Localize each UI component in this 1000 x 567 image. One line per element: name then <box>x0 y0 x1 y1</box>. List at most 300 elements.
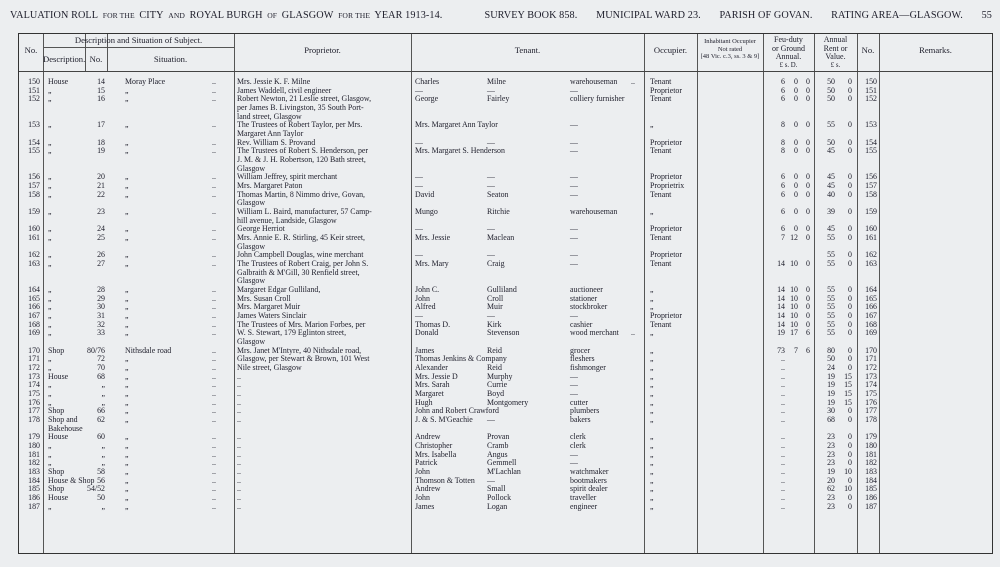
cell-t3: bootmakers <box>570 475 607 485</box>
title-part: VALUATION ROLL <box>10 9 99 21</box>
inhab-line: [48 Vic. c.3, ss. 3 & 9] <box>700 53 760 60</box>
cell-t3: clerk <box>570 441 586 451</box>
cell-f1: 8 <box>781 137 785 147</box>
cell-t1: Donald <box>415 328 439 338</box>
table-row <box>19 276 994 285</box>
cell-f1: 14 <box>777 259 785 269</box>
cell-no3: 187 <box>865 501 877 511</box>
cell-num: 28 <box>97 285 105 295</box>
cell-t3: — <box>570 224 578 234</box>
cell-t1: Andrew <box>415 484 441 494</box>
cell-a1: 23 <box>827 501 835 511</box>
cell-f3: 0 <box>806 181 810 191</box>
cell-f1: 14 <box>777 285 785 295</box>
cell-no: 171 <box>28 354 40 364</box>
cell-dots: .. <box>212 77 216 86</box>
cell-prop: Glasgow <box>237 198 266 208</box>
cell-num: 72 <box>97 354 105 364</box>
feu-line: or Ground <box>771 43 806 53</box>
cell-num: 68 <box>97 371 105 381</box>
cell-desc: „ <box>48 146 52 156</box>
cell-prop: .. <box>237 432 241 442</box>
cell-occ: „ <box>650 380 654 390</box>
cell-no: 159 <box>28 207 40 217</box>
table-row <box>19 502 994 511</box>
cell-prop: James Waddell, civil engineer <box>237 85 332 95</box>
cell-dots: .. <box>212 302 216 312</box>
table-row <box>19 354 994 363</box>
cell-sit: „ <box>125 475 129 485</box>
cell-t3: wood merchant <box>570 328 619 338</box>
cell-prop: Rev. William S. Provand <box>237 137 316 147</box>
col-no-header: No. <box>24 45 38 55</box>
cell-tdots: .. <box>631 328 635 338</box>
cell-prop: .. <box>237 371 241 381</box>
table-row <box>19 224 994 233</box>
cell-a2: 15 <box>844 380 852 390</box>
cell-dots: .. <box>212 137 216 147</box>
cell-prop: Glasgow <box>237 337 266 347</box>
cell-sit: „ <box>125 85 129 95</box>
cell-dots: .. <box>212 285 216 295</box>
cell-sit: „ <box>125 449 129 459</box>
cell-no: 174 <box>28 380 40 390</box>
cell-a2: 0 <box>848 233 852 243</box>
cell-sit: „ <box>125 94 129 104</box>
cell-sit: „ <box>125 380 129 390</box>
cell-f2: 0 <box>794 224 798 234</box>
cell-occ: „ <box>650 484 654 494</box>
cell-a2: 0 <box>848 441 852 451</box>
cell-a2: 0 <box>848 328 852 338</box>
cell-f1: 14 <box>777 293 785 303</box>
cell-desc: House <box>48 77 69 86</box>
cell-a2: 0 <box>848 94 852 104</box>
cell-prop: .. <box>237 406 241 416</box>
cell-no: 180 <box>28 441 40 451</box>
cell-f2: 7 <box>794 345 798 355</box>
cell-a2: 10 <box>844 484 852 494</box>
cell-f1: 8 <box>781 120 785 130</box>
cell-dots: .. <box>212 397 216 407</box>
cell-dots: .. <box>212 94 216 104</box>
cell-t3: cutter <box>570 397 588 407</box>
cell-f2: 0 <box>794 207 798 217</box>
cell-no: 173 <box>28 371 40 381</box>
cell-desc: „ <box>48 207 52 217</box>
table-row <box>19 380 994 389</box>
cell-t3: grocer <box>570 345 591 355</box>
cell-f1: .. <box>781 432 785 442</box>
table-row <box>19 164 994 173</box>
cell-prop: .. <box>237 397 241 407</box>
cell-prop: William L. Baird, manufacturer, 57 Camp- <box>237 207 372 217</box>
cell-a1: 23 <box>827 449 835 459</box>
table-row <box>19 424 994 433</box>
cell-occ: Tenant <box>650 233 672 243</box>
cell-dots: .. <box>212 172 216 182</box>
cell-dots: .. <box>212 449 216 459</box>
cell-a1: 68 <box>827 415 835 425</box>
cell-t2: M'Lachlan <box>487 467 521 477</box>
cell-t3: stationer <box>570 293 598 303</box>
cell-t3: — <box>570 189 578 199</box>
cell-t2: Logan <box>487 501 508 511</box>
cell-t2: Reid <box>487 363 502 373</box>
cell-prop: hill avenue, Landside, Glasgow <box>237 215 337 225</box>
cell-sit: „ <box>125 406 129 416</box>
cell-sit: „ <box>125 389 129 399</box>
cell-a1: 30 <box>827 406 835 416</box>
cell-t3: traveller <box>570 493 597 503</box>
table-row <box>19 458 994 467</box>
cell-desc: House <box>48 493 69 503</box>
cell-a1: 19 <box>827 389 835 399</box>
cell-t2: Murphy <box>487 371 513 381</box>
cell-a2: 0 <box>848 501 852 511</box>
cell-a2: 0 <box>848 458 852 468</box>
cell-t3: — <box>570 146 578 156</box>
cell-t3: — <box>570 181 578 191</box>
cell-t2: Seaton <box>487 189 509 199</box>
cell-dots: .. <box>212 224 216 234</box>
cell-no3: 154 <box>865 137 877 147</box>
cell-desc: Shop <box>48 406 65 416</box>
cell-t2: Montgomery <box>487 397 529 407</box>
title-part: GLASGOW <box>281 9 334 21</box>
cell-num: 22 <box>97 189 105 199</box>
cell-sit: „ <box>125 233 129 243</box>
cell-no: 187 <box>28 501 40 511</box>
cell-occ: „ <box>650 302 654 312</box>
cell-no: 179 <box>28 432 40 442</box>
cell-prop: Mrs. Janet M'Intyre, 40 Nithsdale road, <box>237 345 362 355</box>
annual-units: £ s. <box>830 61 841 69</box>
cell-sit: „ <box>125 484 129 494</box>
cell-f2: 0 <box>794 85 798 95</box>
cell-a1: 55 <box>827 285 835 295</box>
cell-t1: Mrs. Margaret S. Henderson <box>415 146 505 156</box>
cell-num: 24 <box>97 224 105 234</box>
cell-a2: 0 <box>848 319 852 329</box>
cell-prop: .. <box>237 389 241 399</box>
cell-sit: „ <box>125 137 129 147</box>
cell-sit: „ <box>125 207 129 217</box>
cell-sit: „ <box>125 397 129 407</box>
cell-no: 162 <box>28 250 40 260</box>
cell-num: 21 <box>97 181 105 191</box>
cell-a1: 50 <box>827 94 835 104</box>
cell-num: 29 <box>97 293 105 303</box>
cell-prop: Mrs. Jessie K. F. Milne <box>237 77 311 86</box>
cell-no: 184 <box>28 475 40 485</box>
cell-f1: 6 <box>781 224 785 234</box>
cell-prop: per James B. Livingston, 35 South Port- <box>237 103 364 112</box>
table-row <box>19 398 994 407</box>
cell-desc: „ <box>48 250 52 260</box>
cell-num: „ <box>101 501 105 511</box>
cell-t3: fleshers <box>570 354 595 364</box>
table-row <box>19 94 994 103</box>
cell-occ: Proprietor <box>650 311 682 321</box>
cell-f1: .. <box>781 493 785 503</box>
cell-dots: .. <box>212 458 216 468</box>
inhab-line: Inhabitant Occupier <box>704 38 756 45</box>
cell-desc: Shop and <box>48 415 78 425</box>
table-row <box>19 120 994 129</box>
cell-t3: — <box>570 458 578 468</box>
col-number-header: No. <box>89 54 103 64</box>
cell-no3: 186 <box>865 493 877 503</box>
cell-t1: John and Robert Crawford <box>415 406 499 416</box>
cell-a2: 0 <box>848 363 852 373</box>
cell-sit: „ <box>125 467 129 477</box>
cell-occ: „ <box>650 458 654 468</box>
cell-occ: „ <box>650 397 654 407</box>
cell-sit: Moray Place <box>125 77 166 86</box>
table-row <box>19 146 994 155</box>
cell-num: 50 <box>97 493 105 503</box>
cell-sit: „ <box>125 432 129 442</box>
cell-dots: .. <box>212 181 216 191</box>
cell-occ: „ <box>650 354 654 364</box>
cell-t1: John <box>415 493 430 503</box>
cell-a2: 0 <box>848 475 852 485</box>
cell-no: 158 <box>28 189 40 199</box>
cell-f1: .. <box>781 389 785 399</box>
cell-t1: Mungo <box>415 207 438 217</box>
cell-sit: „ <box>125 120 129 130</box>
cell-no: 150 <box>28 77 40 86</box>
cell-dots: .. <box>212 493 216 503</box>
cell-prop: .. <box>237 475 241 485</box>
cell-dots: .. <box>212 406 216 416</box>
cell-occ: „ <box>650 449 654 459</box>
cell-t2: — <box>487 137 495 147</box>
cell-t3: colliery furnisher <box>570 94 625 104</box>
cell-a2: 0 <box>848 493 852 503</box>
cell-a2: 10 <box>844 467 852 477</box>
cell-t1: John <box>415 293 430 303</box>
table-row <box>19 155 994 164</box>
cell-dots: .. <box>212 475 216 485</box>
feu-line: Feu-duty <box>774 35 803 44</box>
cell-t3: stockbroker <box>570 302 608 312</box>
cell-f1: .. <box>781 501 785 511</box>
table-row <box>19 346 994 355</box>
cell-prop: Mrs. Susan Croll <box>237 293 291 303</box>
cell-f2: 10 <box>790 311 798 321</box>
cell-t3: watchmaker <box>570 467 609 477</box>
cell-no: 152 <box>28 94 40 104</box>
rating-area: RATING AREA—GLASGOW. <box>831 9 963 21</box>
cell-sit: „ <box>125 189 129 199</box>
cell-num: 32 <box>97 319 105 329</box>
cell-f1: 6 <box>781 189 785 199</box>
cell-desc: „ <box>48 181 52 191</box>
cell-desc: „ <box>48 363 52 373</box>
cell-a2: 0 <box>848 285 852 295</box>
cell-no3: 160 <box>865 224 877 234</box>
cell-dots: .. <box>212 328 216 338</box>
cell-occ: „ <box>650 432 654 442</box>
cell-a1: 45 <box>827 146 835 156</box>
cell-dots: .. <box>212 380 216 390</box>
cell-a1: 24 <box>827 363 835 373</box>
cell-num: 60 <box>97 432 105 442</box>
cell-occ: „ <box>650 493 654 503</box>
cell-num: 18 <box>97 137 105 147</box>
cell-sit: „ <box>125 363 129 373</box>
cell-occ: Proprietor <box>650 172 682 182</box>
cell-no3: 161 <box>865 233 877 243</box>
feu-units: £ s. D. <box>779 61 798 69</box>
cell-t1: Margaret <box>415 389 444 399</box>
cell-dots: .. <box>212 293 216 303</box>
cell-num: 58 <box>97 467 105 477</box>
cell-no: 168 <box>28 319 40 329</box>
cell-occ: „ <box>650 207 654 217</box>
cell-t2: Boyd <box>487 389 505 399</box>
cell-occ: „ <box>650 293 654 303</box>
cell-occ: „ <box>650 363 654 373</box>
cell-t3: warehouseman <box>570 207 618 217</box>
cell-t3: — <box>570 380 578 390</box>
cell-no3: 185 <box>865 484 877 494</box>
cell-a1: 55 <box>827 250 835 260</box>
cell-t1: — <box>415 224 423 234</box>
cell-no3: 172 <box>865 363 877 373</box>
cell-f1: 73 <box>777 345 785 355</box>
cell-f1: 14 <box>777 311 785 321</box>
cell-no: 183 <box>28 467 40 477</box>
cell-occ: Tenant <box>650 259 672 269</box>
cell-t1: John <box>415 467 430 477</box>
cell-f2: 0 <box>794 146 798 156</box>
cell-no3: 181 <box>865 449 877 459</box>
cell-t1: Andrew <box>415 432 441 442</box>
cell-a1: 19 <box>827 467 835 477</box>
cell-f2: 10 <box>790 259 798 269</box>
cell-t2: — <box>487 475 495 485</box>
cell-f2: 0 <box>794 172 798 182</box>
title-part: CITY <box>139 9 164 21</box>
cell-a2: 0 <box>848 293 852 303</box>
cell-t1: J. & S. M'Geachie <box>415 415 473 425</box>
table-row <box>19 250 994 259</box>
cell-t2: Fairley <box>487 94 510 104</box>
cell-num: 27 <box>97 259 105 269</box>
cell-no3: 171 <box>865 354 877 364</box>
cell-t3: — <box>570 120 578 130</box>
cell-a1: 45 <box>827 224 835 234</box>
cell-num: 33 <box>97 328 105 338</box>
cell-dots: .. <box>212 233 216 243</box>
cell-num: 25 <box>97 233 105 243</box>
cell-f2: 10 <box>790 319 798 329</box>
cell-f1: .. <box>781 475 785 485</box>
cell-f3: 0 <box>806 233 810 243</box>
cell-desc: „ <box>48 449 52 459</box>
table-row <box>19 103 994 112</box>
cell-f3: 0 <box>806 319 810 329</box>
cell-a2: 0 <box>848 311 852 321</box>
cell-prop: .. <box>237 501 241 511</box>
roll-title <box>10 10 444 21</box>
cell-t3: — <box>570 389 578 399</box>
cell-t2: — <box>487 311 495 321</box>
table-row <box>19 432 994 441</box>
cell-t3: — <box>570 371 578 381</box>
cell-prop: W. S. Stewart, 179 Eglinton street, <box>237 328 347 338</box>
cell-t1: Alexander <box>415 363 448 373</box>
cell-f1: .. <box>781 458 785 468</box>
cell-a2: 0 <box>848 172 852 182</box>
cell-t2: Currie <box>487 380 508 390</box>
cell-f1: 14 <box>777 319 785 329</box>
cell-no: 172 <box>28 363 40 373</box>
cell-t2: Croll <box>487 293 504 303</box>
cell-no3: 151 <box>865 85 877 95</box>
cell-f2: 10 <box>790 302 798 312</box>
cell-occ: Proprietrix <box>650 181 685 191</box>
cell-t1: James <box>415 501 435 511</box>
cell-t2: Stevenson <box>487 328 520 338</box>
title-part: OF <box>267 10 278 20</box>
table-row <box>19 389 994 398</box>
cell-no: 167 <box>28 311 40 321</box>
cell-f3: 0 <box>806 207 810 217</box>
cell-a2: 0 <box>848 181 852 191</box>
cell-t3: — <box>570 449 578 459</box>
cell-no3: 180 <box>865 441 877 451</box>
cell-dots: .. <box>212 207 216 217</box>
cell-f1: .. <box>781 354 785 364</box>
cell-dots: .. <box>212 354 216 364</box>
cell-desc: „ <box>48 120 52 130</box>
cell-occ: Proprietor <box>650 250 682 260</box>
valuation-table <box>18 33 993 554</box>
cell-dots: .. <box>212 432 216 442</box>
cell-sit: „ <box>125 354 129 364</box>
cell-t1: — <box>415 250 423 260</box>
cell-f3: 0 <box>806 224 810 234</box>
title-part: YEAR 1913-14. <box>374 9 443 21</box>
table-row <box>19 363 994 372</box>
cell-no: 175 <box>28 389 40 399</box>
cell-no3: 174 <box>865 380 877 390</box>
table-row <box>19 493 994 502</box>
cell-f1: .. <box>781 406 785 416</box>
table-row <box>19 198 994 207</box>
cell-f2: 0 <box>794 137 798 147</box>
cell-f2: 0 <box>794 181 798 191</box>
cell-f3: 0 <box>806 311 810 321</box>
cell-t2: Craig <box>487 259 505 269</box>
cell-t3: — <box>570 259 578 269</box>
cell-f3: 0 <box>806 189 810 199</box>
cell-f2: 0 <box>794 77 798 86</box>
cell-t1: John C. <box>415 285 440 295</box>
cell-t1: Alfred <box>415 302 436 312</box>
cell-t2: — <box>487 224 495 234</box>
cell-t3: cashier <box>570 319 593 329</box>
cell-a2: 0 <box>848 77 852 86</box>
cell-prop: Glasgow <box>237 163 266 173</box>
cell-dots: .. <box>212 363 216 373</box>
cell-num: 17 <box>97 120 105 130</box>
cell-num: 19 <box>97 146 105 156</box>
